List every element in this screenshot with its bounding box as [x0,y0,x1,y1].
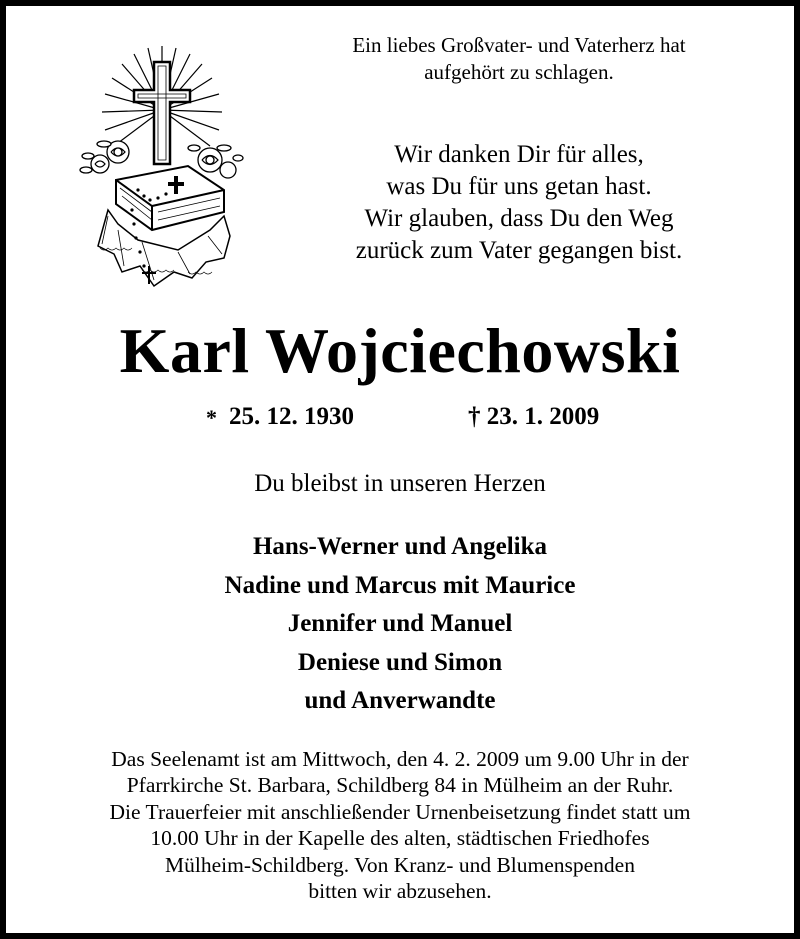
verse-top-line: Ein liebes Großvater- und Vaterherz hat [352,33,686,57]
birth-star-icon: * [206,405,217,430]
funeral-notice-line: Das Seelenamt ist am Mittwoch, den 4. 2. 2009 um 9.00 Uhr in der [111,747,689,771]
funeral-notice-line: Pfarrkirche St. Barbara, Schildberg 84 in Mülheim an der Ruhr. [126,773,674,798]
death-date: † 23. 1. 2009 [468,403,600,430]
funeral-notice-line: Die Trauerfeier mit anschließender Urnenbeisetzung findet statt um [109,799,691,824]
mourner-name: Hans-Werner und Angelika [252,533,548,560]
verse-main-line: zurück zum Vater gegangen bist. [355,237,683,264]
verse-top-line: aufgehört zu schlagen. [424,60,614,84]
mourner-name: Deniese und Simon [297,648,503,676]
birth-date [206,401,354,433]
mourner-name: und Anverwandte [304,687,496,715]
remembrance-line: Du bleibst in unseren Herzen [254,470,546,497]
mourner-name: Nadine und Marcus mit Maurice [224,571,576,599]
verse-main-line: Wir glauben, dass Du den Weg [364,205,674,232]
verse-main [286,139,752,267]
funeral-notice-line: bitten wir abzusehen. [308,879,492,904]
funeral-notice-line: Mülheim-Schildberg. Von Kranz- und Blumenspenden [165,852,635,877]
deceased-name: Karl Wojciechowski [119,315,681,386]
verse-main-line: Wir danken Dir für alles, [394,141,644,168]
mourner-name: Jennifer und Manuel [287,610,513,638]
funeral-notice-line: 10.00 Uhr in der Kapelle des alten, städtischen Friedhofes [150,826,650,851]
verse-top [286,32,752,86]
cross-bible-roses-icon [78,40,248,296]
birth-date-text: 25. 12. 1930 [229,403,354,430]
verse-main-line: was Du für uns getan hast. [386,173,652,200]
mourners-list [6,528,794,721]
funeral-notice [26,746,774,904]
